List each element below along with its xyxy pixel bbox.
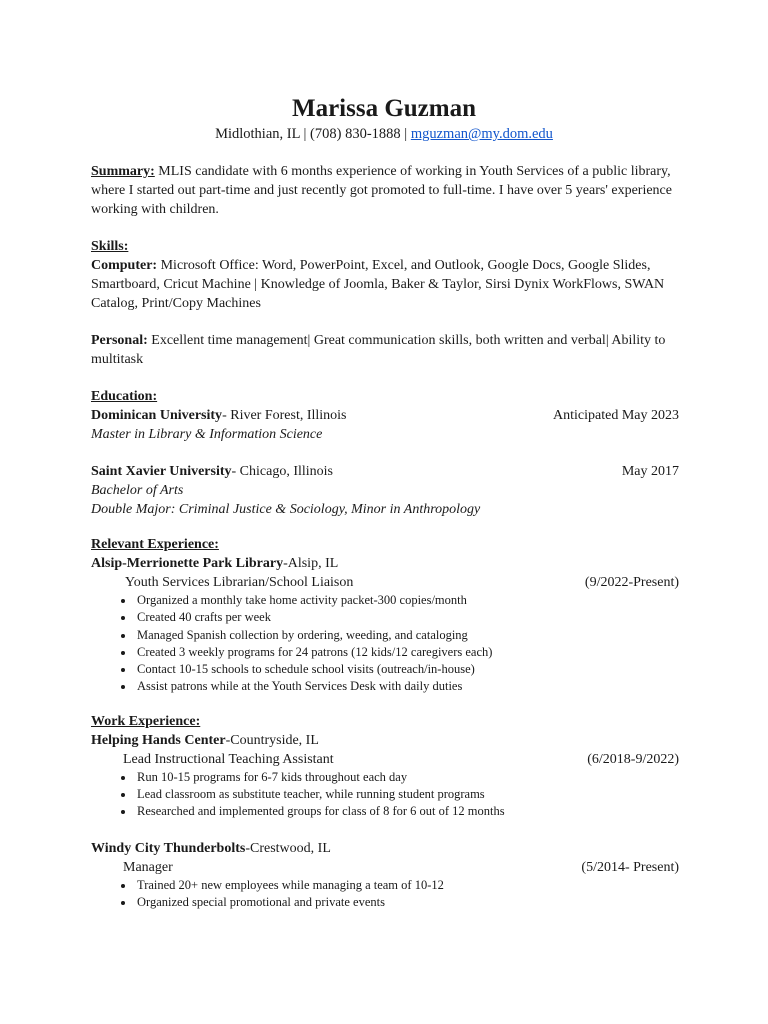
job-title: Lead Instructional Teaching Assistant bbox=[123, 751, 334, 767]
job-title: Manager bbox=[123, 859, 173, 875]
duties-list bbox=[91, 592, 679, 696]
employer-name: Windy City Thunderbolts bbox=[91, 840, 246, 856]
skills-heading: Skills: bbox=[91, 239, 129, 254]
job-dates: (5/2014- Present) bbox=[581, 859, 679, 875]
skills-section bbox=[91, 237, 679, 369]
job-title-row bbox=[91, 750, 679, 769]
computer-label: Computer: bbox=[91, 258, 158, 273]
degree-line: Double Major: Criminal Justice & Sociology, Minor in Anthropology bbox=[91, 502, 481, 517]
list-item: • Trained 20+ new employees while managing a team of 10-12 bbox=[135, 877, 679, 894]
job-dates: (6/2018-9/2022) bbox=[587, 751, 679, 767]
school-row bbox=[91, 462, 679, 481]
personal-skills bbox=[91, 331, 679, 369]
education-heading: Education: bbox=[91, 389, 158, 404]
work-heading: Work Experience: bbox=[91, 713, 201, 729]
resume-body bbox=[91, 162, 679, 911]
relevant-heading: Relevant Experience: bbox=[91, 537, 219, 552]
school-date: Anticipated May 2023 bbox=[553, 408, 679, 423]
school-location: - Chicago, Illinois bbox=[231, 464, 334, 479]
summary-label: Summary: bbox=[91, 164, 155, 179]
list-item: • Researched and implemented groups for class of 8 for 6 out of 12 months bbox=[135, 803, 679, 820]
work-experience-section bbox=[91, 712, 679, 911]
contact-line bbox=[0, 125, 768, 143]
contact-details: Midlothian, IL | (708) 830-1888 | bbox=[215, 126, 411, 142]
job-title-row bbox=[91, 858, 679, 877]
summary-section bbox=[91, 162, 679, 219]
school-date: May 2017 bbox=[621, 464, 679, 479]
computer-skills bbox=[91, 256, 679, 313]
employer-location: -Alsip, IL bbox=[283, 556, 339, 571]
list-item: • Lead classroom as substitute teacher, while running student programs bbox=[135, 786, 679, 803]
list-item: • Managed Spanish collection by ordering, weeding, and cataloging bbox=[135, 627, 679, 644]
personal-text: Excellent time management| Great communication skills, both written and verbal| Ability to multitask bbox=[91, 333, 666, 367]
job-dates: (9/2022-Present) bbox=[584, 575, 679, 590]
list-item: • Run 10-15 programs for 6-7 kids throughout each day bbox=[135, 769, 679, 786]
personal-label: Personal: bbox=[91, 333, 148, 348]
school-row bbox=[91, 406, 679, 425]
list-item: • Created 40 crafts per week bbox=[135, 609, 679, 626]
relevant-experience-section bbox=[91, 535, 679, 696]
duties-list bbox=[91, 769, 679, 821]
job-title-row bbox=[91, 573, 679, 592]
email-link[interactable]: mguzman@my.dom.edu bbox=[410, 126, 553, 142]
duties-list bbox=[91, 877, 679, 912]
employer-location: -Crestwood, IL bbox=[245, 840, 331, 856]
list-item: • Organized a monthly take home activity packet-300 copies/month bbox=[135, 592, 679, 609]
summary-text: MLIS candidate with 6 months experience of working in Youth Services of a public library, where I started out part-time and just recently got promoted to full-time. I have over 5 years' experience working with children. bbox=[91, 164, 672, 217]
computer-text: Microsoft Office: Word, PowerPoint, Excel, and Outlook, Google Docs, Google Slides, Smartboard, Cricut Machine | Knowledge of Joomla, Baker & Taylor, Sirsi Dynix WorkFlows, SWAN Catalog, Print/Copy Machines bbox=[91, 258, 665, 311]
school-location: - River Forest, Illinois bbox=[222, 408, 347, 423]
job-title: Youth Services Librarian/School Liaison bbox=[125, 575, 354, 590]
list-item: • Contact 10-15 schools to schedule school visits (outreach/in-house) bbox=[135, 661, 679, 678]
education-section bbox=[91, 387, 679, 519]
school-name: Dominican University bbox=[91, 408, 223, 423]
school-name: Saint Xavier University bbox=[91, 464, 232, 479]
employer-location: -Countryside, IL bbox=[225, 732, 319, 748]
candidate-name: Marissa Guzman bbox=[291, 95, 477, 122]
list-item: • Created 3 weekly programs for 24 patrons (12 kids/12 caregivers each) bbox=[135, 644, 679, 661]
employer-name: Alsip-Merrionette Park Library bbox=[91, 556, 284, 571]
list-item: • Assist patrons while at the Youth Services Desk with daily duties bbox=[135, 678, 679, 695]
employer-name: Helping Hands Center bbox=[91, 732, 226, 748]
degree-line: Bachelor of Arts bbox=[91, 483, 184, 498]
degree-line: Master in Library & Information Science bbox=[91, 427, 323, 442]
list-item: • Organized special promotional and private events bbox=[135, 894, 679, 911]
